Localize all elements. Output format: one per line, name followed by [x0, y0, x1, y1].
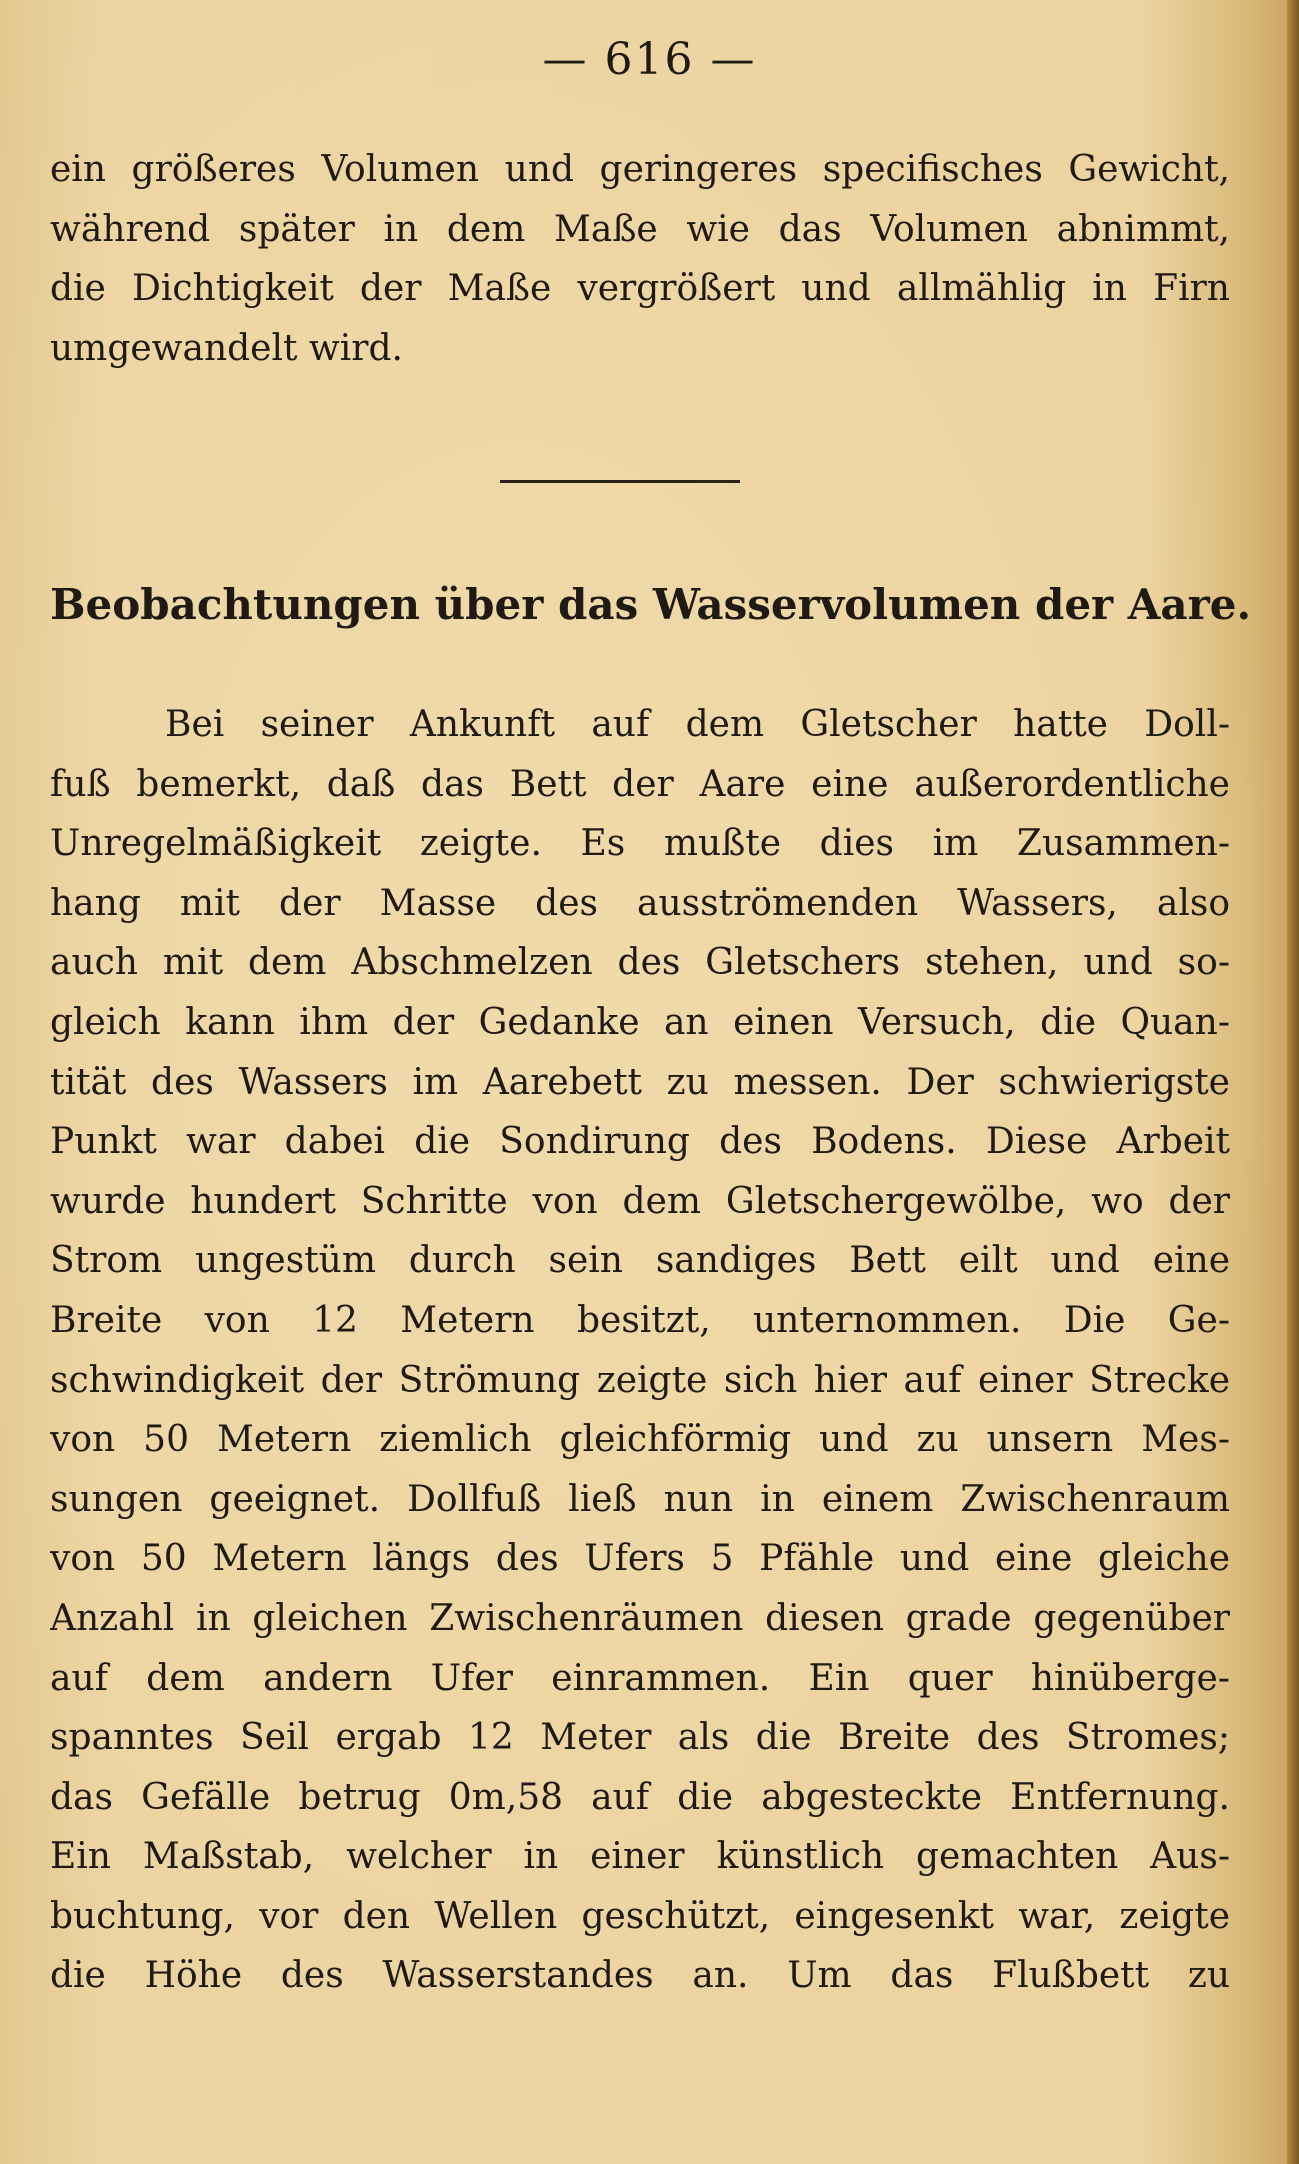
intro-paragraph	[50, 140, 1230, 378]
text-line: schwindigkeit der Strömung zeigte sich hier auf einer Strecke	[50, 1359, 1230, 1401]
text-line: Breite von 12 Metern besitzt, unternommen. Die Ge-	[50, 1299, 1230, 1341]
text-line: umgewandelt wird.	[50, 327, 403, 369]
text-line: buchtung, vor den Wellen geschützt, eingesenkt war, zeigte	[50, 1895, 1230, 1937]
text-line: die Dichtigkeit der Maße vergrößert und allmählig in Firn	[50, 268, 1230, 310]
main-paragraph	[50, 695, 1230, 2006]
section-divider	[500, 480, 740, 483]
text-line: die Höhe des Wasserstandes an. Um das Flußbett zu	[50, 1955, 1230, 1997]
text-line: gleich kann ihm der Gedanke an einen Versuch, die Quan-	[50, 1001, 1230, 1043]
text-line: während später in dem Maße wie das Volumen abnimmt,	[50, 208, 1230, 250]
page-number: — 616 —	[542, 34, 757, 85]
text-line: das Gefälle betrug 0m,58 auf die abgesteckte Entfernung.	[50, 1776, 1230, 1818]
text-line: wurde hundert Schritte von dem Gletschergewölbe, wo der	[50, 1180, 1230, 1222]
text-line: sungen geeignet. Dollfuß ließ nun in einem Zwischenraum	[50, 1478, 1230, 1520]
text-line: Ein Maßstab, welcher in einer künstlich gemachten Aus-	[50, 1836, 1230, 1878]
text-line: spanntes Seil ergab 12 Meter als die Breite des Stromes;	[50, 1717, 1230, 1759]
section-heading: Beobachtungen über das Wasservolumen der Aare.	[50, 580, 1252, 629]
text-line: von 50 Metern ziemlich gleichförmig und zu unsern Mes-	[50, 1419, 1230, 1461]
text-line: von 50 Metern längs des Ufers 5 Pfähle und eine gleiche	[50, 1538, 1230, 1580]
text-line: Bei seiner Ankunft auf dem Gletscher hatte Doll-	[165, 704, 1230, 745]
text-line: Strom ungestüm durch sein sandiges Bett eilt und eine	[50, 1240, 1230, 1282]
text-line: Unregelmäßigkeit zeigte. Es mußte dies im Zusammen-	[50, 823, 1230, 865]
text-line: auf dem andern Ufer einrammen. Ein quer hinüberge-	[50, 1657, 1230, 1699]
text-line: Punkt war dabei die Sondirung des Bodens. Diese Arbeit	[50, 1121, 1230, 1163]
text-line: ein größeres Volumen und geringeres specifisches Gewicht,	[50, 149, 1230, 190]
text-line: fuß bemerkt, daß das Bett der Aare eine außerordentliche	[50, 763, 1230, 805]
page-edge	[1287, 0, 1299, 2164]
text-line: auch mit dem Abschmelzen des Gletschers stehen, und so-	[50, 942, 1230, 984]
text-line: hang mit der Masse des ausströmenden Wassers, also	[50, 882, 1230, 924]
text-line: tität des Wassers im Aarebett zu messen. Der schwierigste	[50, 1061, 1230, 1103]
text-line: Anzahl in gleichen Zwischenräumen diesen grade gegenüber	[50, 1597, 1230, 1639]
